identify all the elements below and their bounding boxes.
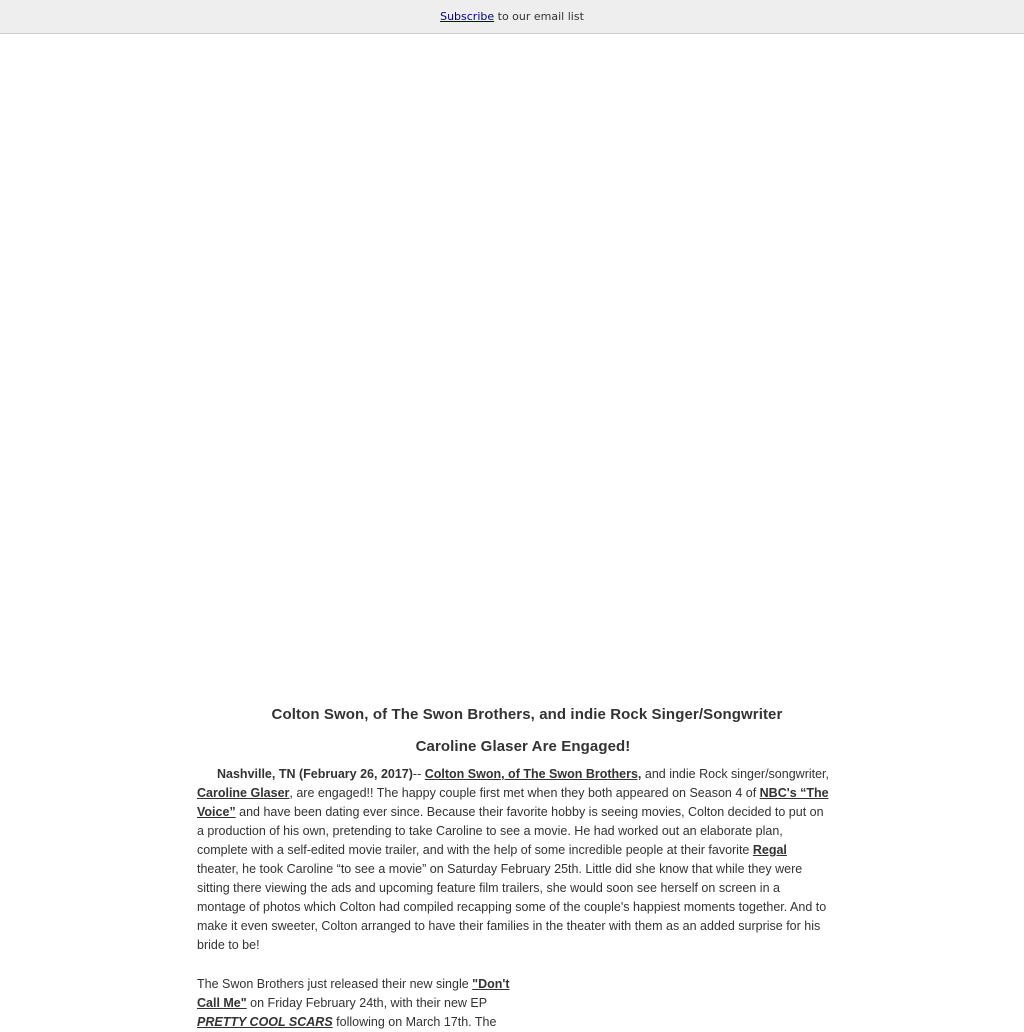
paragraph-text: and indie Rock singer/songwriter, — [641, 767, 830, 781]
article-paragraph-1 — [197, 765, 829, 955]
article-paragraph-2 — [197, 975, 525, 1032]
regal-link[interactable]: Regal — [752, 843, 787, 857]
headline-line-2: Caroline Glaser Are Engaged! — [415, 738, 631, 755]
hero-area — [0, 34, 1024, 694]
paragraph-text: following on March 17th. The — [332, 1015, 497, 1029]
article-body — [197, 700, 829, 1032]
paragraph-text: The Swon Brothers just released their new single — [197, 977, 473, 991]
dateline: Nashville, TN (February 26, 2017) — [217, 767, 413, 781]
nbc-the-voice-link[interactable]: NBC's “The Voice” — [197, 786, 829, 819]
subscribe-link[interactable]: Subscribe — [440, 10, 495, 23]
dateline-separator: -- — [412, 767, 425, 781]
dont-call-me-link[interactable]: "Don't Call Me" — [197, 977, 510, 1010]
paragraph-text: and have been dating ever since. Because their favorite hobby is seeing movies, Colton decided to put on a production of his own, pretending to take Caroline to see a movie. He had worked out an elaborate plan, complete with a self-edited movie trailer, and with the help of some incredible people at their favorite — [197, 805, 824, 857]
subscribe-bar-text: to our email list — [494, 10, 584, 23]
headline-line-1: Colton Swon, of The Swon Brothers, and indie Rock Singer/Songwriter — [271, 706, 783, 723]
email-subscribe-bar — [0, 0, 1024, 34]
colton-swon-link[interactable]: Colton Swon, of The Swon Brothers, — [424, 767, 642, 781]
paragraph-text: , are engaged!! The happy couple first met when they both appeared on Season 4 of — [289, 786, 760, 800]
paragraph-text: on Friday February 24th, with their new EP — [246, 996, 487, 1010]
pretty-cool-scars-link[interactable]: PRETTY COOL SCARS — [197, 1015, 333, 1029]
caroline-glaser-link[interactable]: Caroline Glaser — [197, 786, 290, 800]
paragraph-text: theater, he took Caroline “to see a movie” on Saturday February 25th. Little did she know that while they were sitting there viewing the ads and upcoming feature film trailers, she would soon see herself on screen in a montage of photos which Colton had compiled recapping some of the couple's happiest moments together. And to make it even sweeter, Colton arranged to have their families in the theater with them as an added surprise for his bride to be! — [197, 862, 827, 952]
